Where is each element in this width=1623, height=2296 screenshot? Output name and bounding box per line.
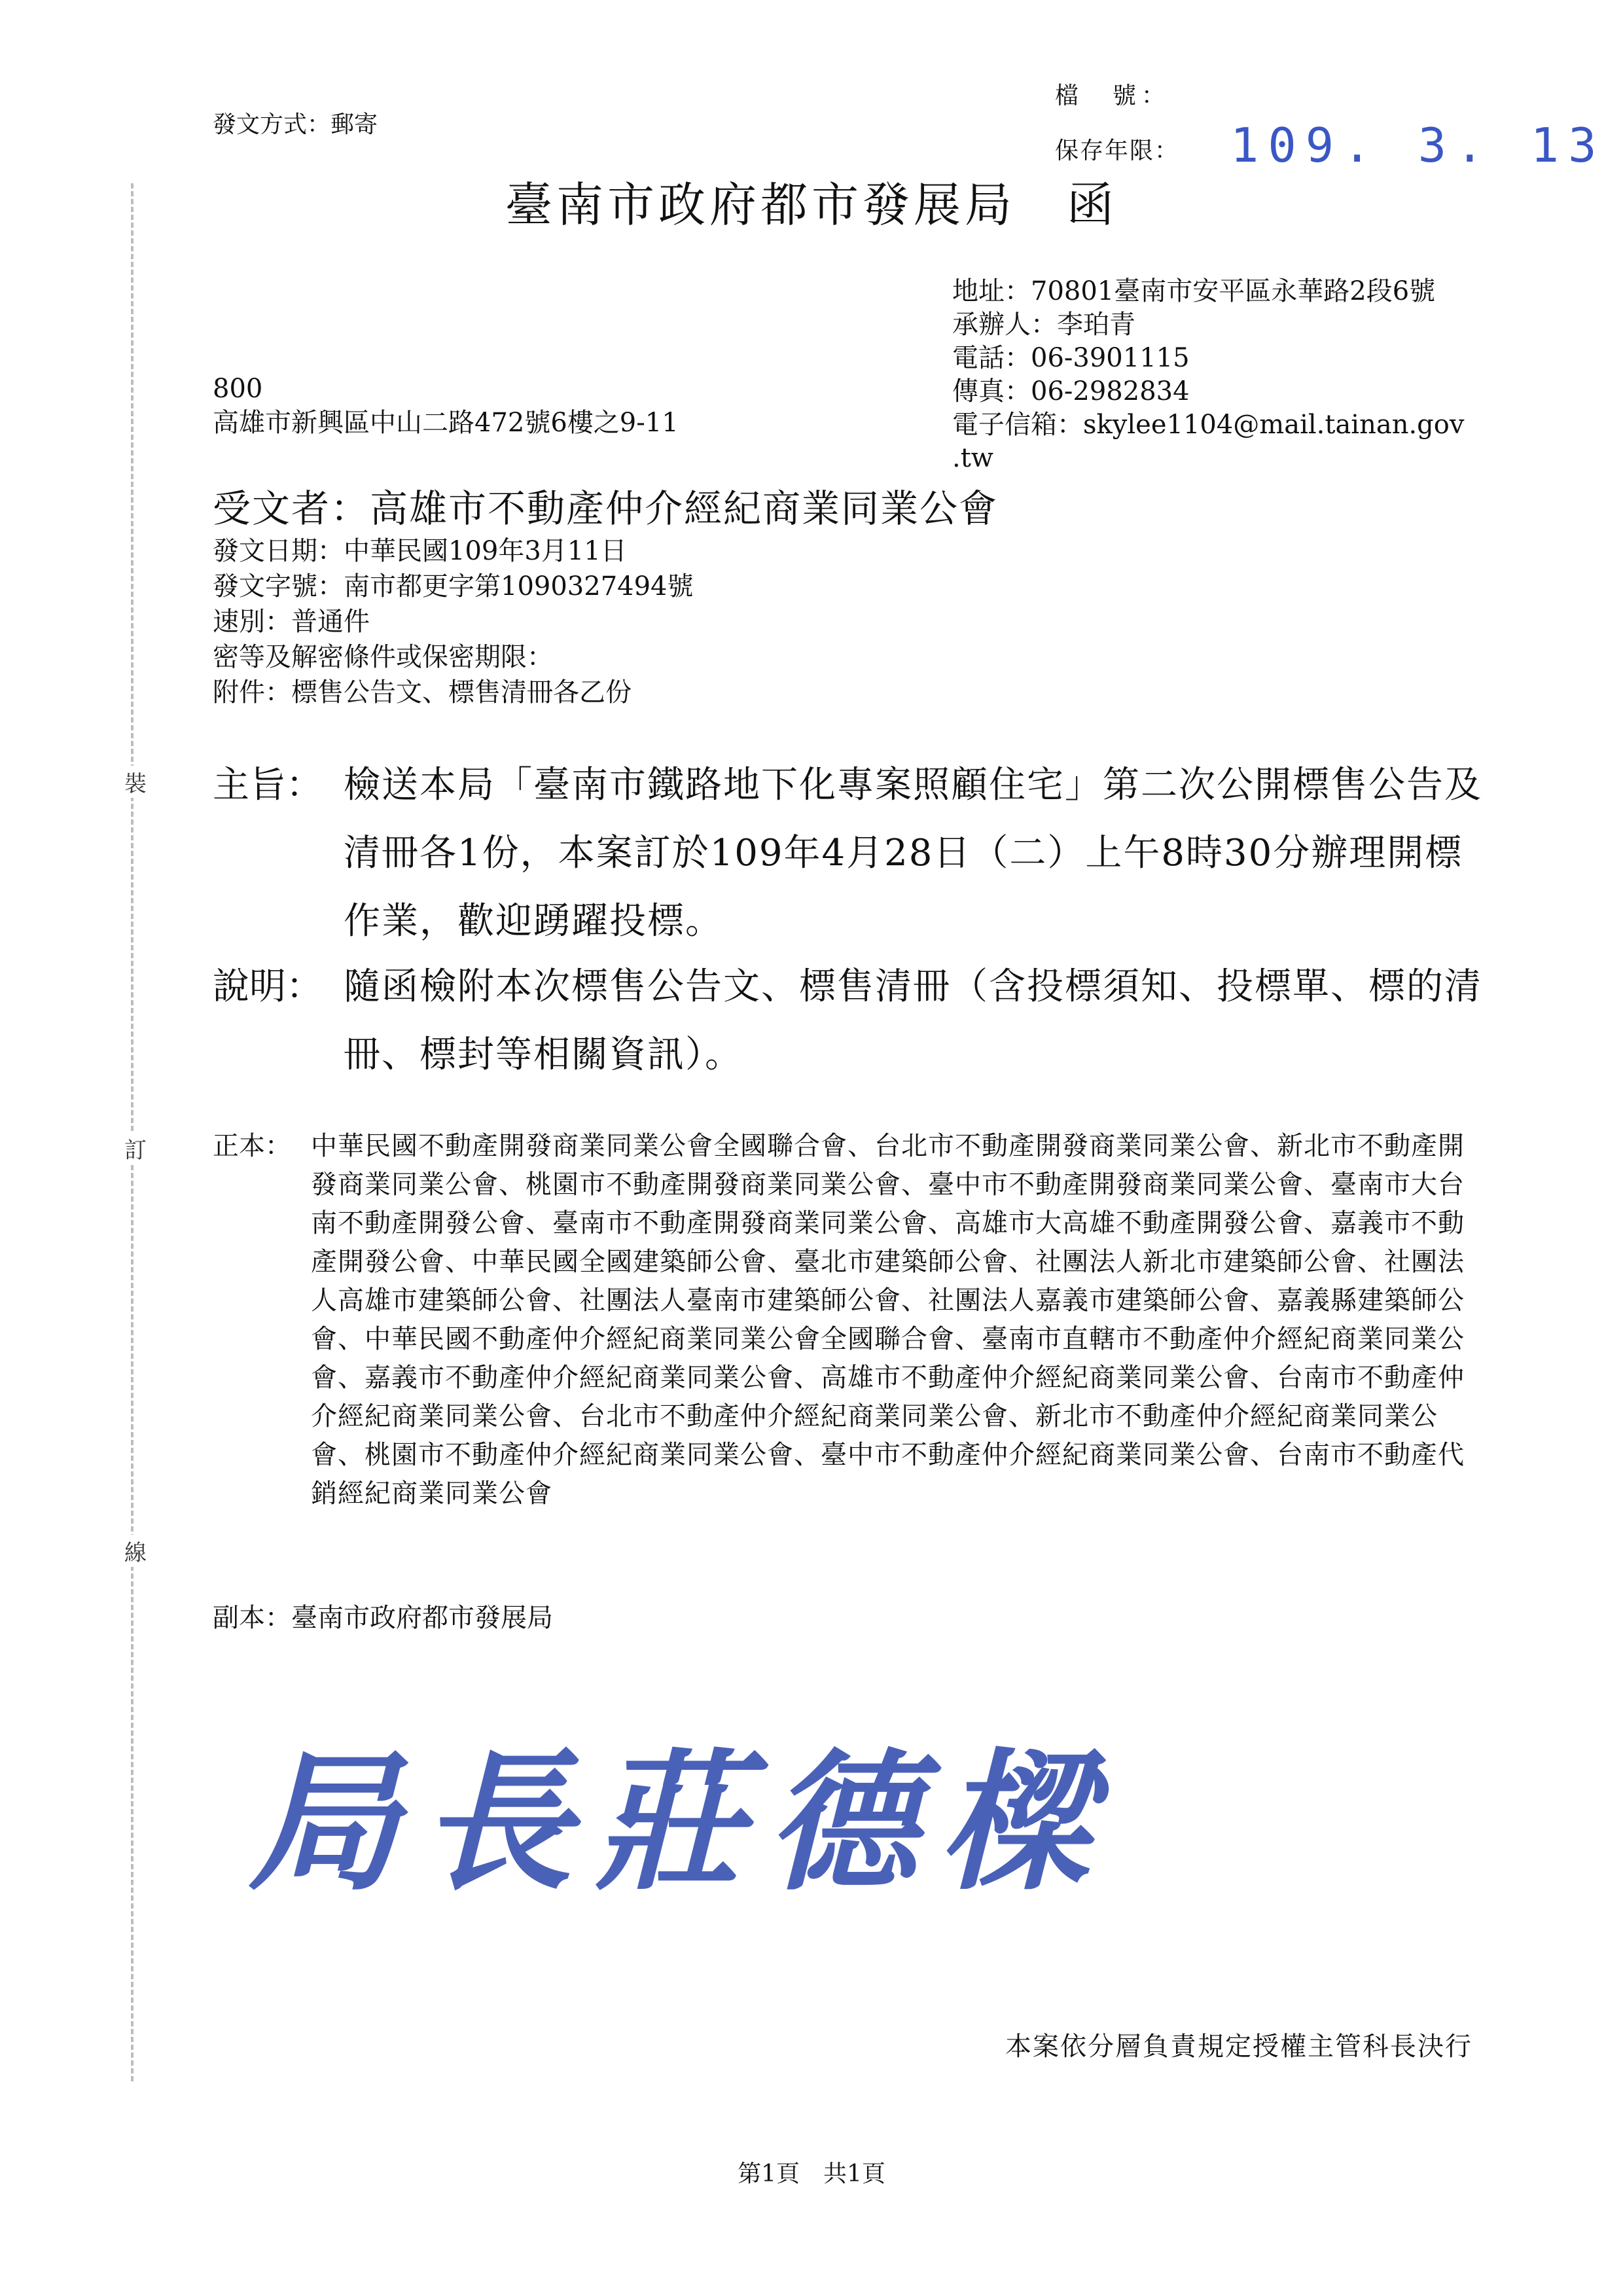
document-meta [213,533,694,710]
explanation-label: 說明： [213,965,323,1008]
confidentiality: 密等及解密條件或保密期限： [213,642,553,672]
page-indicator: 第1頁 共1頁 [738,2161,885,2187]
sender-info [952,275,1464,475]
original-recipients-label: 正本： [213,1131,291,1161]
explanation-text: 隨函檢附本次標售公告文、標售清冊（含投標須知、投標單、標的清冊、標封等相關資訊）。 [344,965,1482,1076]
recipient: 受文者：高雄市不動產仲介經紀商業同業公會 [213,486,999,531]
subject-label: 主旨： [213,764,323,806]
binding-label-staple: 訂 [124,1132,147,1164]
binding-label-bind: 裝 [124,766,147,798]
sender-phone: 電話：06-3901115 [952,343,1190,373]
sender-fax: 傳真：06-2982834 [952,376,1190,406]
recipient-address-block [213,372,679,440]
retention-label: 保存年限： [1055,137,1180,164]
original-recipients-section [213,1127,1489,1513]
explanation-section [213,953,1489,1089]
sender-email-cont: .tw [952,443,994,473]
original-recipients-list: 中華民國不動產開發商業同業公會全國聯合會、台北市不動產開發商業同業公會、新北市不動產開發商業同業公會、桃園市不動產開發商業同業公會、臺中市不動產開發商業同業公會、臺南市大台南不動產開發公會、臺南市不動產開發商業同業公會、高雄市大高雄不動產開發公會、嘉義市不動產開發公會、中華民國全國建築師公會、臺北市建築師公會、社團法人新北市建築師公會、社團法人高雄市建築師公會、社團法人臺南市建築師公會、社團法人嘉義市建築師公會、嘉義縣建築師公會、中華民國不動產仲介經紀商業同業公會全國聯合會、臺南市直轄市不動產仲介經紀商業同業公會、嘉義市不動產仲介經紀商業同業公會、高雄市不動產仲介經紀商業同業公會、台南市不動產仲介經紀商業同業公會、台北市不動產仲介經紀商業同業公會、新北市不動產仲介經紀商業同業公會、桃園市不動產仲介經紀商業同業公會、臺中市不動產仲介經紀商業同業公會、台南市不動產代銷經紀商業同業公會 [311,1131,1465,1509]
director-signature-stamp: 局長莊德樑 [249,1734,1113,1911]
recipient-address: 高雄市新興區中山二路472號6樓之9-11 [213,408,679,438]
sender-email: 電子信箱：skylee1104@mail.tainan.gov [952,410,1465,440]
binding-label-line: 線 [124,1535,147,1567]
subject-section [213,751,1489,956]
document-number: 發文字號：南市都更字第1090327494號 [213,571,694,601]
authority-note: 本案依分層負責規定授權主管科長決行 [1005,2032,1472,2062]
file-number-label: 檔 號： [1055,82,1171,109]
urgency: 速別：普通件 [213,607,370,637]
received-date-stamp: 109. 3. 13 [1230,118,1606,173]
copy-recipient: 副本：臺南市政府都市發展局 [213,1603,553,1633]
dispatch-method: 發文方式：郵寄 [213,111,378,138]
postal-code: 800 [213,374,263,404]
document-title: 臺南市政府都市發展局 函 [505,177,1118,232]
sender-address: 地址：70801臺南市安平區永華路2段6號 [952,276,1436,306]
attachment: 附件：標售公告文、標售清冊各乙份 [213,677,632,708]
subject-text: 檢送本局「臺南市鐵路地下化專案照顧住宅」第二次公開標售公告及清冊各1份，本案訂於109年4月28日（二）上午8時30分辦理開標作業，歡迎踴躍投標。 [344,764,1482,942]
issue-date: 發文日期：中華民國109年3月11日 [213,536,627,566]
sender-contact: 承辦人：李珀青 [952,310,1135,340]
